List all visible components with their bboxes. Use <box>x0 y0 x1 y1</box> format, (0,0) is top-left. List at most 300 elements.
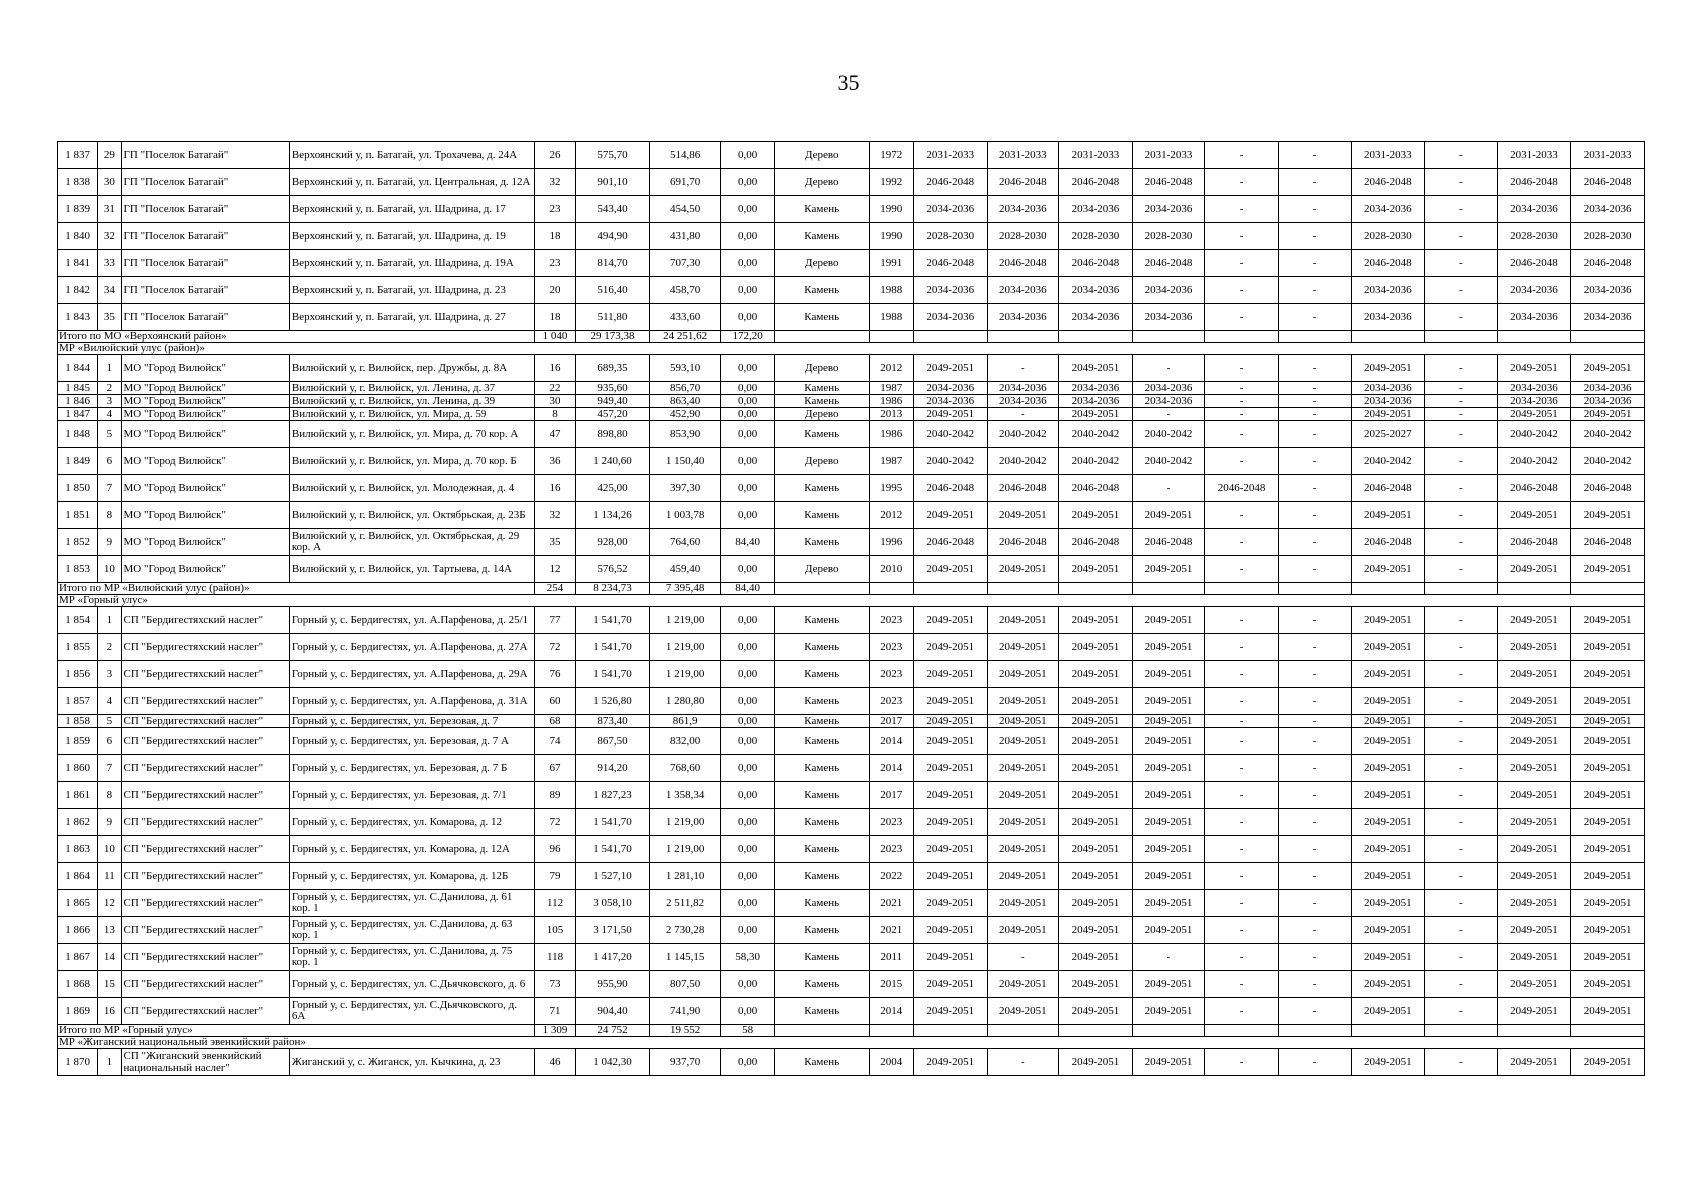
value-cell: - <box>987 408 1059 421</box>
row-index: 3 <box>98 661 121 688</box>
value-cell: 2049-2051 <box>1059 502 1133 529</box>
value-cell: 2049-2051 <box>1059 836 1133 863</box>
value-cell: - <box>1205 1049 1279 1076</box>
empty-cell <box>1571 583 1645 595</box>
value-cell: Дерево <box>774 448 869 475</box>
value-cell: 2049-2051 <box>1571 715 1645 728</box>
value-cell: Камень <box>774 944 869 971</box>
value-cell: 2046-2048 <box>1132 529 1205 556</box>
empty-cell <box>774 331 869 343</box>
value-cell: 71 <box>534 998 575 1025</box>
empty-cell <box>869 583 913 595</box>
row-number: 1 841 <box>58 250 98 277</box>
empty-cell <box>1132 583 1205 595</box>
value-cell: 576,52 <box>576 556 650 583</box>
row-number: 1 848 <box>58 421 98 448</box>
value-cell: 2049-2051 <box>1351 998 1425 1025</box>
value-cell: 928,00 <box>576 529 650 556</box>
municipality-cell: СП "Бердигестяхский наслег" <box>121 634 289 661</box>
value-cell: 2049-2051 <box>1571 836 1645 863</box>
subtotal-label: Итого по МР «Вилюйский улус (район)» <box>58 583 535 595</box>
value-cell: 2046-2048 <box>1497 529 1571 556</box>
value-cell: 853,90 <box>649 421 721 448</box>
table-row <box>58 355 1645 382</box>
value-cell: - <box>1425 688 1498 715</box>
empty-cell <box>1205 1025 1279 1037</box>
value-cell: 2049-2051 <box>1351 355 1425 382</box>
value-cell: - <box>1278 890 1351 917</box>
value-cell: 2049-2051 <box>1351 890 1425 917</box>
value-cell: Камень <box>774 715 869 728</box>
row-number: 1 839 <box>58 196 98 223</box>
value-cell: - <box>1278 782 1351 809</box>
value-cell: 2040-2042 <box>1497 421 1571 448</box>
value-cell: - <box>1278 421 1351 448</box>
table-row <box>58 382 1645 395</box>
value-cell: 2023 <box>869 688 913 715</box>
row-index: 4 <box>98 688 121 715</box>
value-cell: - <box>1278 304 1351 331</box>
value-cell: 2049-2051 <box>1059 715 1133 728</box>
value-cell: 2034-2036 <box>913 196 987 223</box>
value-cell: 2049-2051 <box>987 890 1059 917</box>
value-cell: - <box>1205 782 1279 809</box>
subtotal-value: 84,40 <box>721 583 774 595</box>
row-index: 8 <box>98 502 121 529</box>
address-cell: Вилюйский у, г. Вилюйск, ул. Ленина, д. 39 <box>289 395 534 408</box>
value-cell: - <box>1278 607 1351 634</box>
value-cell: 2031-2033 <box>1497 142 1571 169</box>
value-cell: 2046-2048 <box>1571 169 1645 196</box>
value-cell: 2031-2033 <box>1059 142 1133 169</box>
value-cell: 741,90 <box>649 998 721 1025</box>
value-cell: 2049-2051 <box>913 634 987 661</box>
value-cell: 2049-2051 <box>913 836 987 863</box>
row-number: 1 864 <box>58 863 98 890</box>
value-cell: 2034-2036 <box>1497 382 1571 395</box>
value-cell: - <box>1205 661 1279 688</box>
value-cell: 2 730,28 <box>649 917 721 944</box>
value-cell: 2049-2051 <box>987 998 1059 1025</box>
value-cell: 2049-2051 <box>1571 944 1645 971</box>
empty-cell <box>1425 1025 1498 1037</box>
value-cell: - <box>1278 277 1351 304</box>
table-row <box>58 250 1645 277</box>
value-cell: 1990 <box>869 223 913 250</box>
value-cell: - <box>1205 863 1279 890</box>
value-cell: 2021 <box>869 917 913 944</box>
value-cell: 2014 <box>869 728 913 755</box>
value-cell: - <box>1132 944 1205 971</box>
municipality-cell: ГП "Поселок Батагай" <box>121 169 289 196</box>
value-cell: 1 219,00 <box>649 607 721 634</box>
value-cell: 2012 <box>869 502 913 529</box>
value-cell: 2046-2048 <box>987 250 1059 277</box>
value-cell: 2049-2051 <box>1571 998 1645 1025</box>
value-cell: 0,00 <box>721 395 774 408</box>
value-cell: 2049-2051 <box>1059 998 1133 1025</box>
value-cell: 2049-2051 <box>1497 1049 1571 1076</box>
subtotal-label: Итого по МО «Верхоянский район» <box>58 331 535 343</box>
value-cell: 2049-2051 <box>1351 728 1425 755</box>
section-header-row <box>58 595 1645 607</box>
value-cell: 47 <box>534 421 575 448</box>
row-number: 1 866 <box>58 917 98 944</box>
value-cell: 2034-2036 <box>1351 382 1425 395</box>
value-cell: - <box>1425 448 1498 475</box>
value-cell: Дерево <box>774 169 869 196</box>
value-cell: 457,20 <box>576 408 650 421</box>
row-number: 1 865 <box>58 890 98 917</box>
value-cell: 2013 <box>869 408 913 421</box>
value-cell: 863,40 <box>649 395 721 408</box>
value-cell: 1 042,30 <box>576 1049 650 1076</box>
row-number: 1 861 <box>58 782 98 809</box>
value-cell: 2034-2036 <box>1571 196 1645 223</box>
address-cell: Верхоянский у, п. Батагай, ул. Шадрина, д. 27 <box>289 304 534 331</box>
value-cell: 16 <box>534 475 575 502</box>
row-index: 5 <box>98 421 121 448</box>
value-cell: 2046-2048 <box>987 475 1059 502</box>
value-cell: 2034-2036 <box>1059 277 1133 304</box>
value-cell: - <box>1425 277 1498 304</box>
value-cell: 2049-2051 <box>1059 688 1133 715</box>
address-cell: Горный у, с. Бердигестях, ул. А.Парфенова, д. 25/1 <box>289 607 534 634</box>
value-cell: 2046-2048 <box>913 169 987 196</box>
value-cell: 2049-2051 <box>1132 1049 1205 1076</box>
row-number: 1 850 <box>58 475 98 502</box>
value-cell: 2040-2042 <box>1059 421 1133 448</box>
value-cell: 1 145,15 <box>649 944 721 971</box>
value-cell: 2034-2036 <box>987 277 1059 304</box>
municipality-cell: СП "Бердигестяхский наслег" <box>121 728 289 755</box>
value-cell: - <box>1425 661 1498 688</box>
value-cell: 2049-2051 <box>987 634 1059 661</box>
value-cell: 1 358,34 <box>649 782 721 809</box>
value-cell: 2049-2051 <box>1571 728 1645 755</box>
value-cell: - <box>1132 408 1205 421</box>
value-cell: - <box>1205 382 1279 395</box>
table-row <box>58 890 1645 917</box>
value-cell: - <box>1278 448 1351 475</box>
value-cell: 2034-2036 <box>1132 304 1205 331</box>
value-cell: Камень <box>774 223 869 250</box>
table-row <box>58 715 1645 728</box>
value-cell: 494,90 <box>576 223 650 250</box>
row-number: 1 846 <box>58 395 98 408</box>
row-number: 1 856 <box>58 661 98 688</box>
value-cell: 0,00 <box>721 998 774 1025</box>
value-cell: 0,00 <box>721 169 774 196</box>
value-cell: Камень <box>774 475 869 502</box>
value-cell: - <box>1278 634 1351 661</box>
value-cell: 2049-2051 <box>913 715 987 728</box>
value-cell: 768,60 <box>649 755 721 782</box>
value-cell: 2028-2030 <box>1351 223 1425 250</box>
row-index: 7 <box>98 755 121 782</box>
municipality-cell: СП "Бердигестяхский наслег" <box>121 917 289 944</box>
empty-cell <box>987 1025 1059 1037</box>
value-cell: 898,80 <box>576 421 650 448</box>
value-cell: 1986 <box>869 421 913 448</box>
value-cell: Камень <box>774 755 869 782</box>
value-cell: - <box>1278 355 1351 382</box>
value-cell: 2049-2051 <box>1059 556 1133 583</box>
value-cell: - <box>1425 304 1498 331</box>
subtotal-row <box>58 583 1645 595</box>
value-cell: - <box>1425 250 1498 277</box>
value-cell: 2049-2051 <box>1351 944 1425 971</box>
value-cell: Камень <box>774 971 869 998</box>
value-cell: 2046-2048 <box>1497 250 1571 277</box>
value-cell: 2046-2048 <box>1059 475 1133 502</box>
value-cell: 2049-2051 <box>1497 728 1571 755</box>
value-cell: Камень <box>774 836 869 863</box>
row-number: 1 852 <box>58 529 98 556</box>
value-cell: 689,35 <box>576 355 650 382</box>
municipality-cell: МО "Город Вилюйск" <box>121 355 289 382</box>
value-cell: 18 <box>534 304 575 331</box>
municipality-cell: СП "Бердигестяхский наслег" <box>121 836 289 863</box>
subtotal-value: 254 <box>534 583 575 595</box>
municipality-cell: СП "Жиганский эвенкийский национальный наслег" <box>121 1049 289 1076</box>
value-cell: 2040-2042 <box>987 448 1059 475</box>
value-cell: 2034-2036 <box>1497 395 1571 408</box>
value-cell: Камень <box>774 304 869 331</box>
value-cell: 1 541,70 <box>576 634 650 661</box>
value-cell: 2049-2051 <box>1497 836 1571 863</box>
value-cell: 2049-2051 <box>1059 355 1133 382</box>
value-cell: 1986 <box>869 395 913 408</box>
value-cell: 2049-2051 <box>1351 661 1425 688</box>
value-cell: - <box>1205 529 1279 556</box>
value-cell: 2046-2048 <box>1351 475 1425 502</box>
value-cell: 23 <box>534 196 575 223</box>
value-cell: Камень <box>774 1049 869 1076</box>
value-cell: 1 240,60 <box>576 448 650 475</box>
value-cell: - <box>1278 475 1351 502</box>
municipality-cell: МО "Город Вилюйск" <box>121 395 289 408</box>
row-index: 10 <box>98 836 121 863</box>
row-index: 12 <box>98 890 121 917</box>
empty-cell <box>1497 583 1571 595</box>
value-cell: - <box>1132 355 1205 382</box>
value-cell: 2034-2036 <box>1571 395 1645 408</box>
value-cell: - <box>1425 634 1498 661</box>
value-cell: 2031-2033 <box>1132 142 1205 169</box>
value-cell: 2031-2033 <box>1571 142 1645 169</box>
table-row <box>58 661 1645 688</box>
municipality-cell: СП "Бердигестяхский наслег" <box>121 755 289 782</box>
value-cell: 2049-2051 <box>913 556 987 583</box>
value-cell: - <box>1205 304 1279 331</box>
table-row <box>58 529 1645 556</box>
row-index: 1 <box>98 355 121 382</box>
value-cell: 2046-2048 <box>913 529 987 556</box>
value-cell: 2049-2051 <box>1497 782 1571 809</box>
value-cell: - <box>1205 971 1279 998</box>
value-cell: 67 <box>534 755 575 782</box>
value-cell: 3 171,50 <box>576 917 650 944</box>
value-cell: 425,00 <box>576 475 650 502</box>
municipality-cell: СП "Бердигестяхский наслег" <box>121 998 289 1025</box>
value-cell: 2049-2051 <box>1132 715 1205 728</box>
value-cell: 0,00 <box>721 634 774 661</box>
value-cell: 2046-2048 <box>1132 250 1205 277</box>
value-cell: 0,00 <box>721 421 774 448</box>
value-cell: 2049-2051 <box>913 917 987 944</box>
row-number: 1 869 <box>58 998 98 1025</box>
value-cell: 2040-2042 <box>1132 448 1205 475</box>
subtotal-label: Итого по МР «Горный улус» <box>58 1025 535 1037</box>
value-cell: 856,70 <box>649 382 721 395</box>
value-cell: 2049-2051 <box>987 502 1059 529</box>
row-index: 9 <box>98 529 121 556</box>
empty-cell <box>1278 1025 1351 1037</box>
value-cell: 30 <box>534 395 575 408</box>
value-cell: 2023 <box>869 836 913 863</box>
value-cell: 1 003,78 <box>649 502 721 529</box>
value-cell: 2049-2051 <box>913 661 987 688</box>
value-cell: 949,40 <box>576 395 650 408</box>
value-cell: 16 <box>534 355 575 382</box>
value-cell: - <box>1278 661 1351 688</box>
value-cell: - <box>1205 998 1279 1025</box>
housing-register-table <box>57 141 1645 1076</box>
row-number: 1 863 <box>58 836 98 863</box>
value-cell: 2028-2030 <box>987 223 1059 250</box>
value-cell: 0,00 <box>721 728 774 755</box>
value-cell: 511,80 <box>576 304 650 331</box>
value-cell: 2049-2051 <box>1132 998 1205 1025</box>
value-cell: 2034-2036 <box>1497 277 1571 304</box>
value-cell: 1972 <box>869 142 913 169</box>
municipality-cell: СП "Бердигестяхский наслег" <box>121 971 289 998</box>
value-cell: Камень <box>774 607 869 634</box>
value-cell: 1988 <box>869 277 913 304</box>
value-cell: - <box>1205 355 1279 382</box>
empty-cell <box>774 583 869 595</box>
value-cell: 904,40 <box>576 998 650 1025</box>
value-cell: 914,20 <box>576 755 650 782</box>
table-row <box>58 448 1645 475</box>
value-cell: 2034-2036 <box>1351 196 1425 223</box>
row-number: 1 859 <box>58 728 98 755</box>
value-cell: 2023 <box>869 661 913 688</box>
value-cell: 1 541,70 <box>576 661 650 688</box>
value-cell: - <box>1425 971 1498 998</box>
address-cell: Верхоянский у, п. Батагай, ул. Шадрина, д. 17 <box>289 196 534 223</box>
value-cell: 46 <box>534 1049 575 1076</box>
value-cell: 2031-2033 <box>987 142 1059 169</box>
value-cell: 2049-2051 <box>987 556 1059 583</box>
table-row <box>58 304 1645 331</box>
address-cell: Горный у, с. Бердигестях, ул. Комарова, д. 12 <box>289 809 534 836</box>
address-cell: Вилюйский у, г. Вилюйск, ул. Мира, д. 70 кор. Б <box>289 448 534 475</box>
value-cell: 516,40 <box>576 277 650 304</box>
value-cell: 2049-2051 <box>1351 556 1425 583</box>
address-cell: Вилюйский у, г. Вилюйск, ул. Мира, д. 70 кор. А <box>289 421 534 448</box>
empty-cell <box>1571 331 1645 343</box>
row-index: 8 <box>98 782 121 809</box>
value-cell: 2049-2051 <box>987 607 1059 634</box>
municipality-cell: ГП "Поселок Батагай" <box>121 277 289 304</box>
row-index: 6 <box>98 448 121 475</box>
municipality-cell: ГП "Поселок Батагай" <box>121 304 289 331</box>
value-cell: 68 <box>534 715 575 728</box>
value-cell: 2046-2048 <box>1571 475 1645 502</box>
value-cell: 2028-2030 <box>1132 223 1205 250</box>
empty-cell <box>1497 1025 1571 1037</box>
value-cell: Камень <box>774 890 869 917</box>
value-cell: - <box>1425 944 1498 971</box>
value-cell: 2034-2036 <box>1571 304 1645 331</box>
value-cell: - <box>1425 475 1498 502</box>
value-cell: 2034-2036 <box>1059 196 1133 223</box>
value-cell: Дерево <box>774 556 869 583</box>
municipality-cell: ГП "Поселок Батагай" <box>121 142 289 169</box>
value-cell: - <box>1425 395 1498 408</box>
value-cell: 2028-2030 <box>1497 223 1571 250</box>
address-cell: Верхоянский у, п. Батагай, ул. Шадрина, д. 23 <box>289 277 534 304</box>
value-cell: 2049-2051 <box>913 998 987 1025</box>
value-cell: 2049-2051 <box>913 607 987 634</box>
address-cell: Вилюйский у, г. Вилюйск, ул. Молодежная, д. 4 <box>289 475 534 502</box>
value-cell: Камень <box>774 863 869 890</box>
value-cell: 2034-2036 <box>1497 196 1571 223</box>
municipality-cell: СП "Бердигестяхский наслег" <box>121 863 289 890</box>
value-cell: 1 134,26 <box>576 502 650 529</box>
value-cell: 2049-2051 <box>1497 755 1571 782</box>
value-cell: 96 <box>534 836 575 863</box>
value-cell: 2040-2042 <box>913 448 987 475</box>
value-cell: 2046-2048 <box>1205 475 1279 502</box>
address-cell: Верхоянский у, п. Батагай, ул. Шадрина, д. 19 <box>289 223 534 250</box>
value-cell: Дерево <box>774 250 869 277</box>
value-cell: - <box>1425 890 1498 917</box>
value-cell: 0,00 <box>721 502 774 529</box>
row-number: 1 845 <box>58 382 98 395</box>
value-cell: - <box>1205 142 1279 169</box>
value-cell: - <box>1425 998 1498 1025</box>
value-cell: 2049-2051 <box>1132 890 1205 917</box>
value-cell: 2046-2048 <box>1571 250 1645 277</box>
value-cell: 2049-2051 <box>1059 728 1133 755</box>
value-cell: - <box>1205 607 1279 634</box>
value-cell: - <box>1278 395 1351 408</box>
value-cell: - <box>1425 917 1498 944</box>
value-cell: 2049-2051 <box>1132 661 1205 688</box>
row-index: 2 <box>98 634 121 661</box>
value-cell: 0,00 <box>721 661 774 688</box>
value-cell: 2049-2051 <box>913 755 987 782</box>
value-cell: 2049-2051 <box>1497 607 1571 634</box>
value-cell: 514,86 <box>649 142 721 169</box>
municipality-cell: СП "Бердигестяхский наслег" <box>121 809 289 836</box>
subtotal-value: 172,20 <box>721 331 774 343</box>
value-cell: 2046-2048 <box>1059 250 1133 277</box>
address-cell: Горный у, с. Бердигестях, ул. Комарова, д. 12А <box>289 836 534 863</box>
value-cell: 2049-2051 <box>1497 715 1571 728</box>
value-cell: 0,00 <box>721 917 774 944</box>
value-cell: 2049-2051 <box>1132 863 1205 890</box>
value-cell: 73 <box>534 971 575 998</box>
municipality-cell: МО "Город Вилюйск" <box>121 556 289 583</box>
subtotal-row <box>58 331 1645 343</box>
value-cell: 2049-2051 <box>913 408 987 421</box>
value-cell: 0,00 <box>721 475 774 502</box>
row-number: 1 837 <box>58 142 98 169</box>
